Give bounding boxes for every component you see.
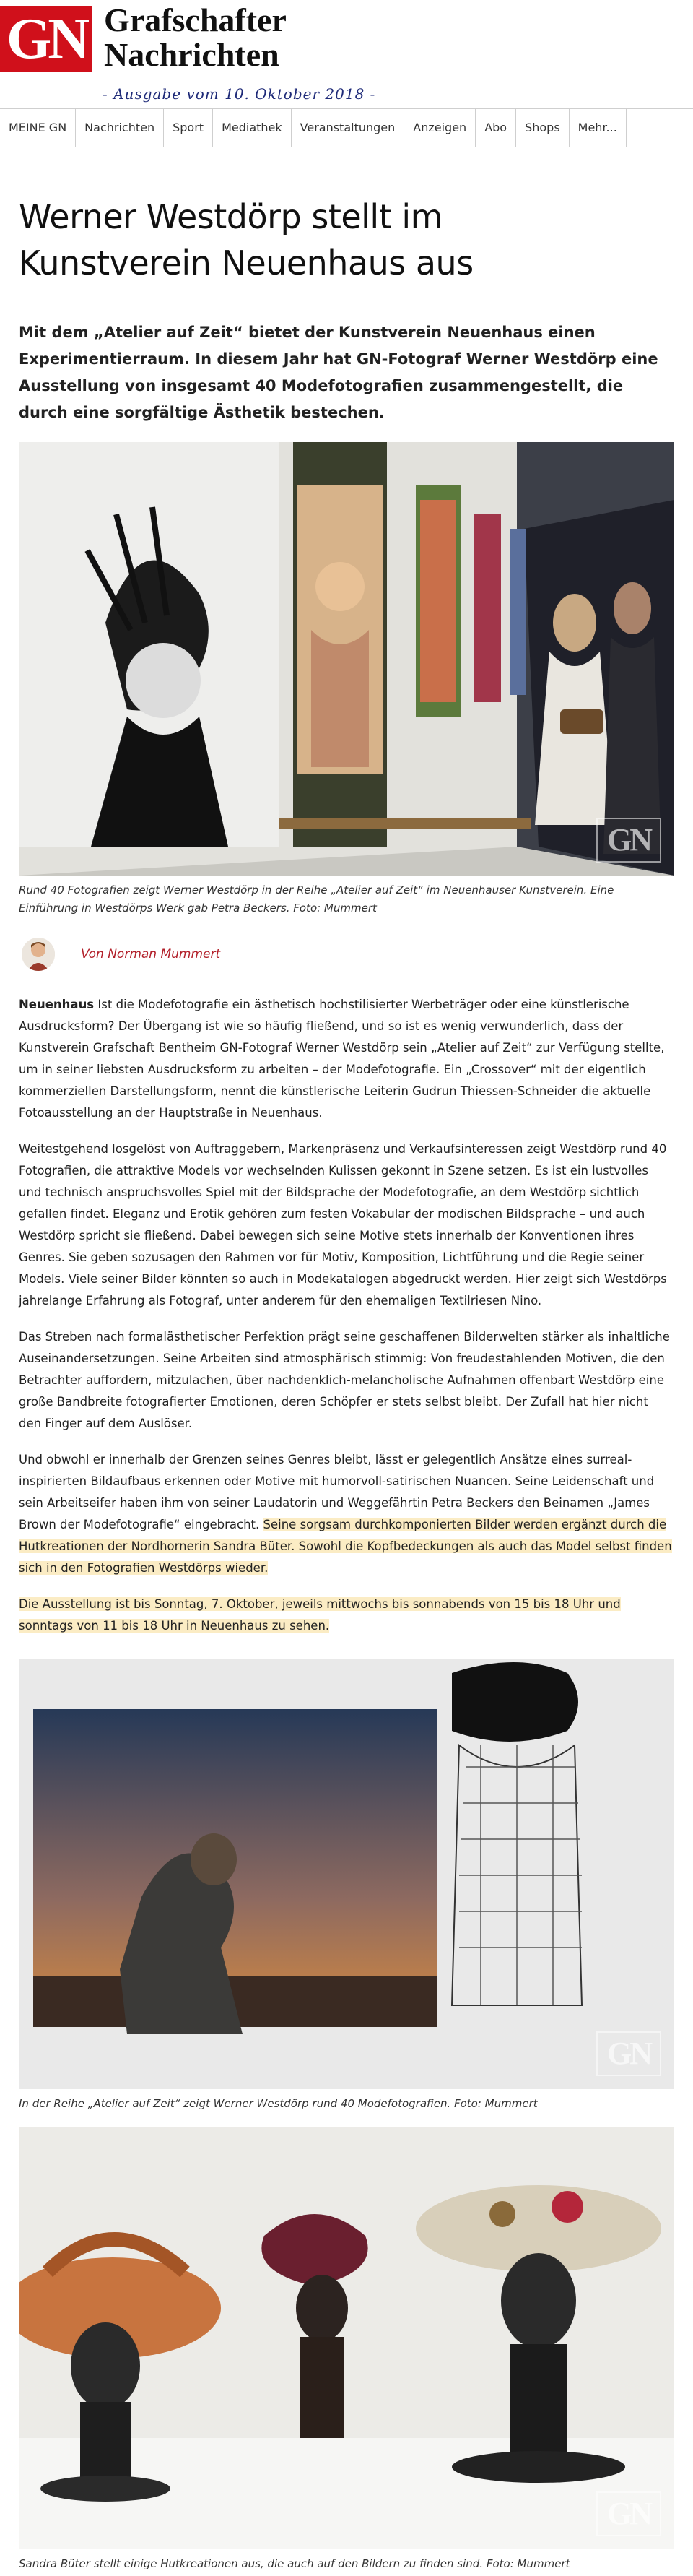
article: [0, 194, 693, 2573]
main-nav: [0, 108, 693, 147]
nav-item-meine-gn[interactable]: MEINE GN: [0, 109, 76, 147]
photo3-caption: Sandra Büter stellt einige Hutkreationen aus, die auch auf den Bildern zu finden sind. Foto: Mummert: [19, 2557, 570, 2570]
model-photo[interactable]: [19, 1659, 674, 2089]
article-body: [19, 994, 674, 1637]
nav-item-mediathek[interactable]: Mediathek: [213, 109, 292, 147]
hats-photo[interactable]: [19, 2127, 674, 2549]
nav-item-abo[interactable]: Abo: [476, 109, 516, 147]
paragraph-4: [19, 1449, 674, 1579]
brand-line-2: Nachrichten: [104, 36, 279, 73]
nav-item-mehr[interactable]: Mehr...: [570, 109, 627, 147]
highlighted-text-2: Die Ausstellung ist bis Sonntag, 7. Oktober, jeweils mittwochs bis sonnabends von 15 bis 18 Uhr und sonntags von 11 bis 18 Uhr in Neuenhaus zu sehen.: [19, 1597, 621, 1633]
dateline: Neuenhaus: [19, 998, 95, 1011]
byline-author[interactable]: Von Norman Mummert: [81, 947, 221, 961]
issue-date: - Ausgabe vom 10. Oktober 2018 -: [103, 85, 376, 103]
nav-item-nachrichten[interactable]: Nachrichten: [76, 109, 164, 147]
article-headline: [19, 194, 674, 286]
photo1-caption: Rund 40 Fotografien zeigt Werner Westdörp in der Reihe „Atelier auf Zeit“ im Neuenhauser Kunstverein. Eine Einführung in Westdörps Werk gab Petra Beckers. Foto: Mummert: [19, 883, 614, 915]
article-lead: Mit dem „Atelier auf Zeit“ bietet der Kunstverein Neuenhaus einen Experimentierraum. In diesem Jahr hat GN-Fotograf Werner Westdörp eine Ausstellung von insgesamt 40 Modefotografien zusammengestellt, die durch eine sorgfältige Ästhetik bestechen.: [19, 324, 658, 421]
hats-photo-graphic: [19, 2127, 674, 2549]
headline-line-2: Kunstverein Neuenhaus aus: [19, 243, 474, 282]
headline-line-1: Werner Westdörp stellt im: [19, 197, 443, 236]
photo2-caption: In der Reihe „Atelier auf Zeit“ zeigt Werner Westdörp rund 40 Modefotografien. Foto: Mummert: [19, 2097, 538, 2110]
gn-watermark: GN: [596, 2491, 661, 2536]
paragraph-2: Weitestgehend losgelöst von Auftraggebern, Markenpräsenz und Verkaufsinteressen zeigt Westdörp rund 40 Fotografien, die attraktive Models vor wechselnden Kulissen gekonnt in Szene setzen. Es ist ein lustvolles und technisch anspruchsvolles Spiel mit der Bildsprache der Modefotografie, an dem Westdörp sichtlich gefallen findet. Eleganz und Erotik gehören zum festen Vokabular der modischen Bildsprache – und auch Westdörp spricht sie fließend. Dabei bewegen sich seine Motive stets innerhalb der Konventionen ihres Genres. Sie geben sozusagen den Rahmen vor für Motiv, Komposition, Lichtführung und die Regie seiner Models. Viele seiner Bilder könnten so auch in Modekatalogen abgedruckt werden. Hier zeigt sich Westdörps jahrelange Erfahrung als Fotograf, unter anderem für den ehemaligen Textilriesen Nino.: [19, 1142, 667, 1308]
nav-item-veranstaltungen[interactable]: Veranstaltungen: [292, 109, 405, 147]
author-avatar[interactable]: [22, 938, 55, 971]
brand-name[interactable]: [104, 3, 287, 72]
gn-logo[interactable]: GN: [0, 6, 92, 72]
brand-line-1: Grafschafter: [104, 1, 287, 38]
author-avatar-graphic: [22, 938, 55, 971]
exhibition-photo-graphic: [19, 442, 674, 876]
exhibition-photo[interactable]: [19, 442, 674, 876]
gn-watermark: GN: [596, 2031, 661, 2076]
byline: [19, 938, 674, 971]
gn-watermark: GN: [596, 818, 661, 863]
highlighted-text-1: Seine sorgsam durchkomponierten Bilder werden ergänzt durch die Hutkreationen der Nordhornerin Sandra Büter. Sowohl die Kopfbedeckungen als auch das Model selbst finden sich in den Fotografien Westdörps wieder.: [19, 1518, 672, 1575]
masthead: [0, 0, 693, 108]
paragraph-3: Das Streben nach formalästhetischer Perfektion prägt seine geschaffenen Bilderwelten stärker als inhaltliche Auseinandersetzungen. Seine Arbeiten sind atmosphärisch stimmig: Von freudestahlenden Motiven, die den Betrachter auffordern, mitzulachen, über nachdenklich-melancholische Aufnahmen offenbart Westdörp eine große Bandbreite fotografierter Emotionen, deren Schöpfer er stets selbst bleibt. Der Zufall hat hier nicht den Finger auf dem Auslöser.: [19, 1330, 670, 1430]
paragraph-5: [19, 1594, 674, 1637]
model-photo-graphic: [19, 1659, 674, 2089]
nav-item-shops[interactable]: Shops: [516, 109, 570, 147]
paragraph-1: [19, 994, 674, 1124]
nav-item-sport[interactable]: Sport: [164, 109, 213, 147]
paragraph-1-text: Ist die Modefotografie ein ästhetisch hochstilisierter Werbeträger oder eine künstlerische Ausdrucksform? Der Übergang ist wie so häufig fließend, und so ist es wenig verwunderlich, dass der Kunstverein Grafschaft Bentheim GN-Fotograf Werner Westdörp sein „Atelier auf Zeit“ zur Verfügung stellte, um in seiner liebsten Ausdrucksform zu arbeiten – der Modefotografie. Ein „Crossover“ mit der eigentlich kommerziellen Darstellungsform, nennt die künstlerische Leiterin Gudrun Thiessen-Schneider die aktuelle Fotoausstellung an der Hauptstraße in Neuenhaus.: [19, 998, 665, 1120]
nav-item-anzeigen[interactable]: Anzeigen: [404, 109, 476, 147]
paragraph-4-text: Und obwohl er innerhalb der Grenzen seines Genres bleibt, lässt er gelegentlich Ansätze eines surreal-inspirierten Bildaufbaus erkennen oder Motive mit humorvoll-satirischen Nuancen. Seine Leidenschaft und sein Arbeitseifer haben ihm von seiner Laudatorin und Weggefährtin Petra Beckers den Beinamen „James Brown der Modefotografie“ eingebracht.: [19, 1453, 655, 1531]
